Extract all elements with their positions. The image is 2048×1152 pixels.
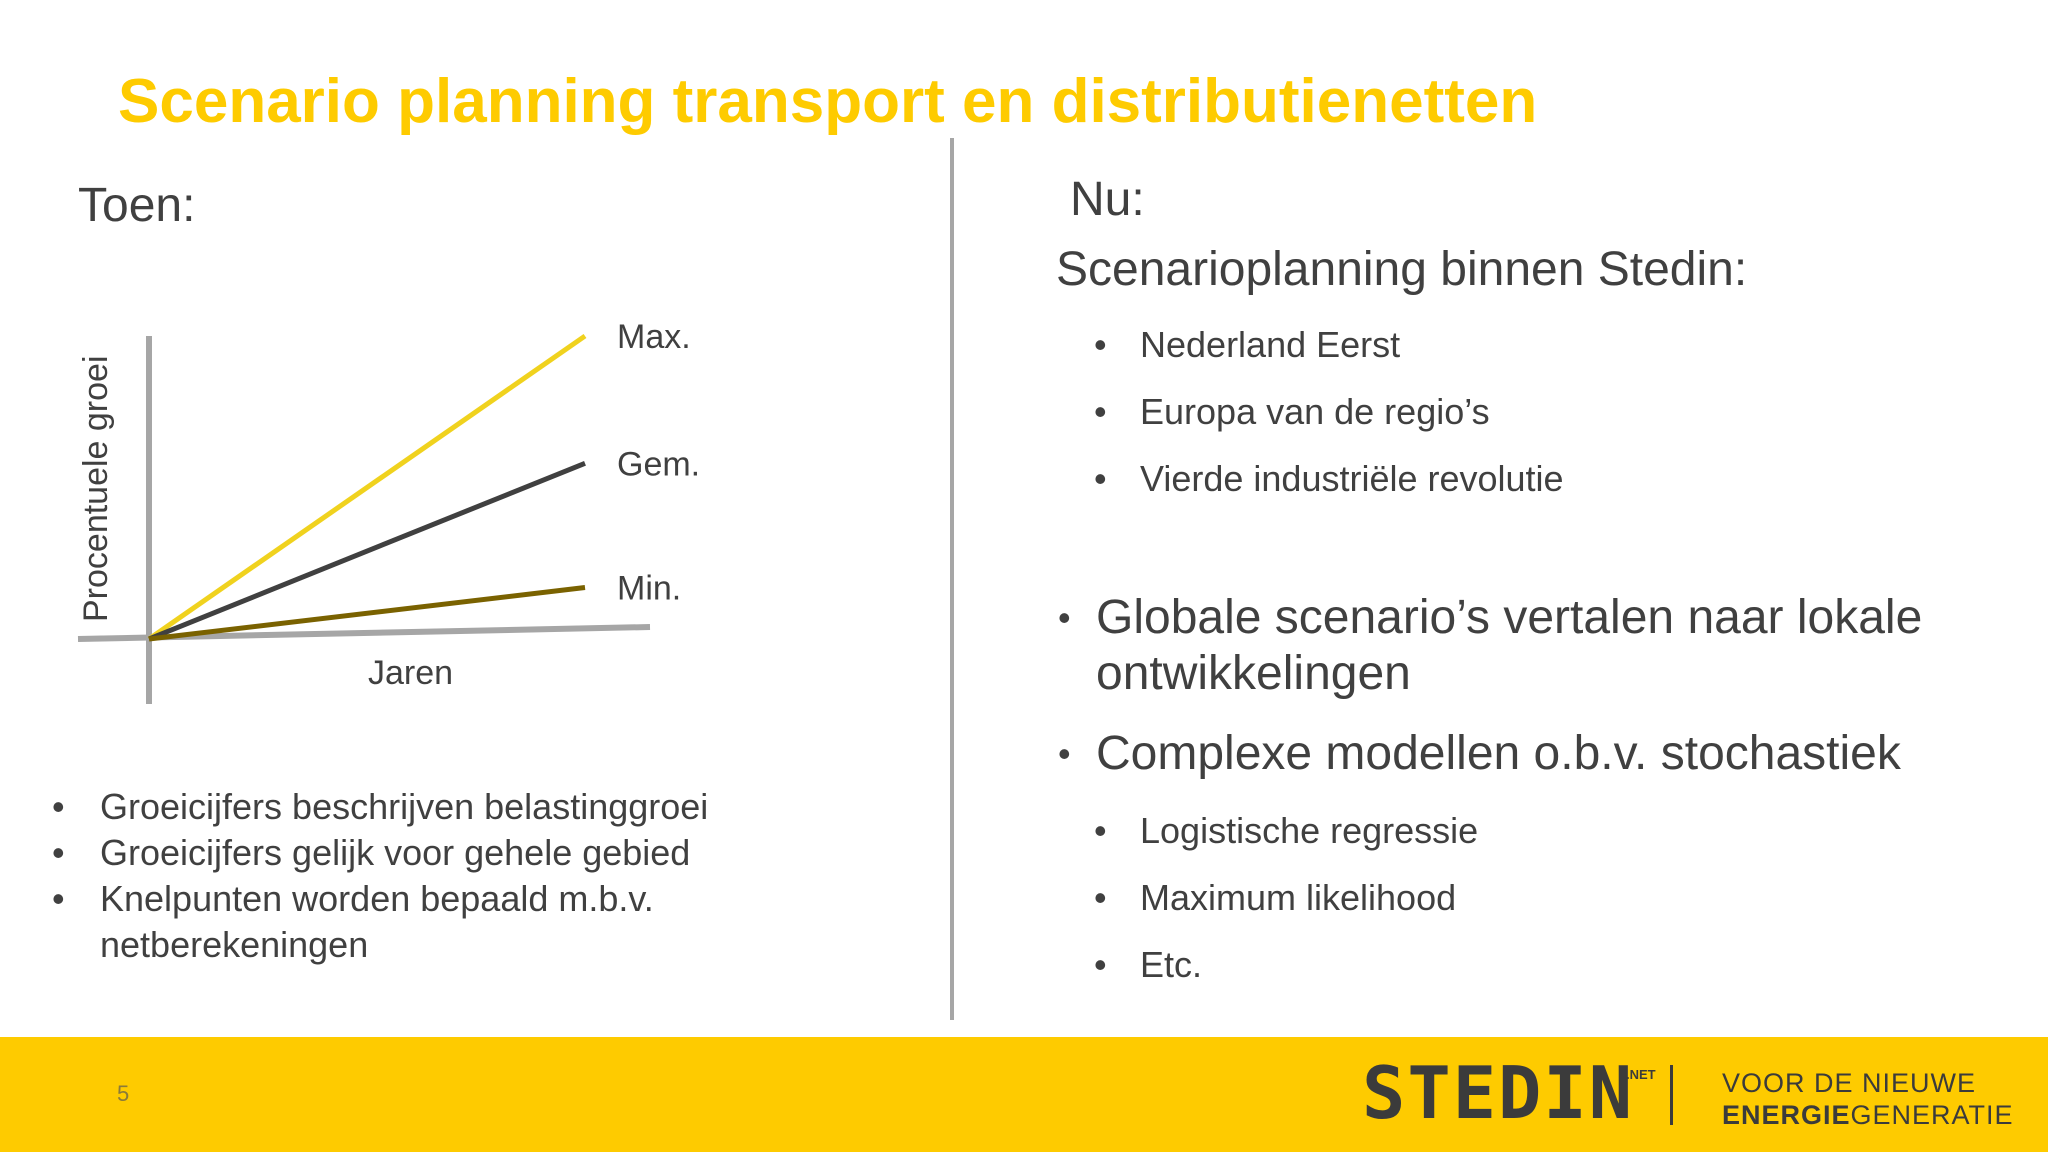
bullet: • (1094, 944, 1107, 985)
bullet-text: Groeicijfers gelijk voor gehele gebied (100, 832, 691, 873)
bullet: • (1094, 391, 1107, 432)
stedin-logo (1362, 1051, 1656, 1135)
bullet-text: Maximum likelihood (1140, 877, 1457, 918)
tagline-line-2 (1722, 1099, 2014, 1131)
bullet: • (1058, 733, 1071, 774)
bullet: • (1094, 877, 1107, 918)
method-list (1092, 808, 1478, 1009)
slide-title: Scenario planning transport en distributienetten (118, 67, 1538, 136)
series-label-2: Min. (617, 569, 682, 608)
bullet-text: Logistische regressie (1140, 810, 1479, 851)
column-divider (950, 138, 954, 1020)
list-item (1092, 808, 1478, 875)
bullet-text: Europa van de regio’s (1140, 391, 1490, 432)
list-item (48, 876, 860, 968)
page-number: 5 (117, 1081, 130, 1106)
bullet-text: Vierde industriële revolutie (1140, 458, 1564, 499)
bullet-text: Groeicijfers beschrijven belastinggroei (100, 786, 709, 827)
bullet: • (52, 786, 65, 827)
x-axis-label: Jaren (368, 654, 454, 692)
logo-separator (1670, 1065, 1673, 1125)
left-bullet-list (48, 784, 860, 968)
tagline-rest: GENERATIE (1850, 1100, 2014, 1130)
bullet-text: Globale scenario’s vertalen naar lokale ontwikkelingen (1096, 591, 1923, 700)
bullet-text: Knelpunten worden bepaald m.b.v. netberekeningen (100, 878, 654, 965)
logo-wordmark: STEDIN (1362, 1051, 1635, 1135)
tagline-bold: ENERGIE (1722, 1100, 1851, 1130)
main-bullet-list (1056, 590, 1996, 782)
list-item (1092, 942, 1478, 1009)
bullet: • (1094, 458, 1107, 499)
bullet-text: Etc. (1140, 944, 1203, 985)
bullet: • (52, 878, 65, 919)
list-item (1092, 322, 1564, 389)
tagline-line-1: VOOR DE NIEUWE (1722, 1068, 1977, 1098)
list-item (1092, 456, 1564, 523)
bullet: • (52, 832, 65, 873)
tagline (1722, 1067, 2014, 1131)
toen-heading: Toen: (78, 179, 196, 232)
bullet: • (1058, 597, 1071, 638)
nu-heading: Nu: (1070, 173, 1145, 226)
list-item (1092, 389, 1564, 456)
bullet-text: Nederland Eerst (1140, 324, 1401, 365)
list-item (1056, 726, 1996, 782)
footer-bar (0, 1037, 2048, 1152)
logo-net-suffix: .NET (1626, 1067, 1656, 1082)
series-lines (149, 318, 700, 639)
series-label-0: Max. (617, 318, 691, 356)
list-item (48, 784, 860, 830)
list-item (1056, 590, 1996, 702)
scenarioplanning-heading: Scenarioplanning binnen Stedin: (1056, 243, 1748, 296)
bullet-text: Complexe modellen o.b.v. stochastiek (1096, 727, 1901, 780)
scenario-list (1092, 322, 1564, 523)
growth-chart (60, 300, 701, 720)
bullet: • (1094, 324, 1107, 365)
bullet: • (1094, 810, 1107, 851)
series-label-1: Gem. (617, 445, 701, 484)
list-item (1092, 875, 1478, 942)
list-item (48, 830, 860, 876)
y-axis-label: Procentuele groei (77, 355, 115, 622)
